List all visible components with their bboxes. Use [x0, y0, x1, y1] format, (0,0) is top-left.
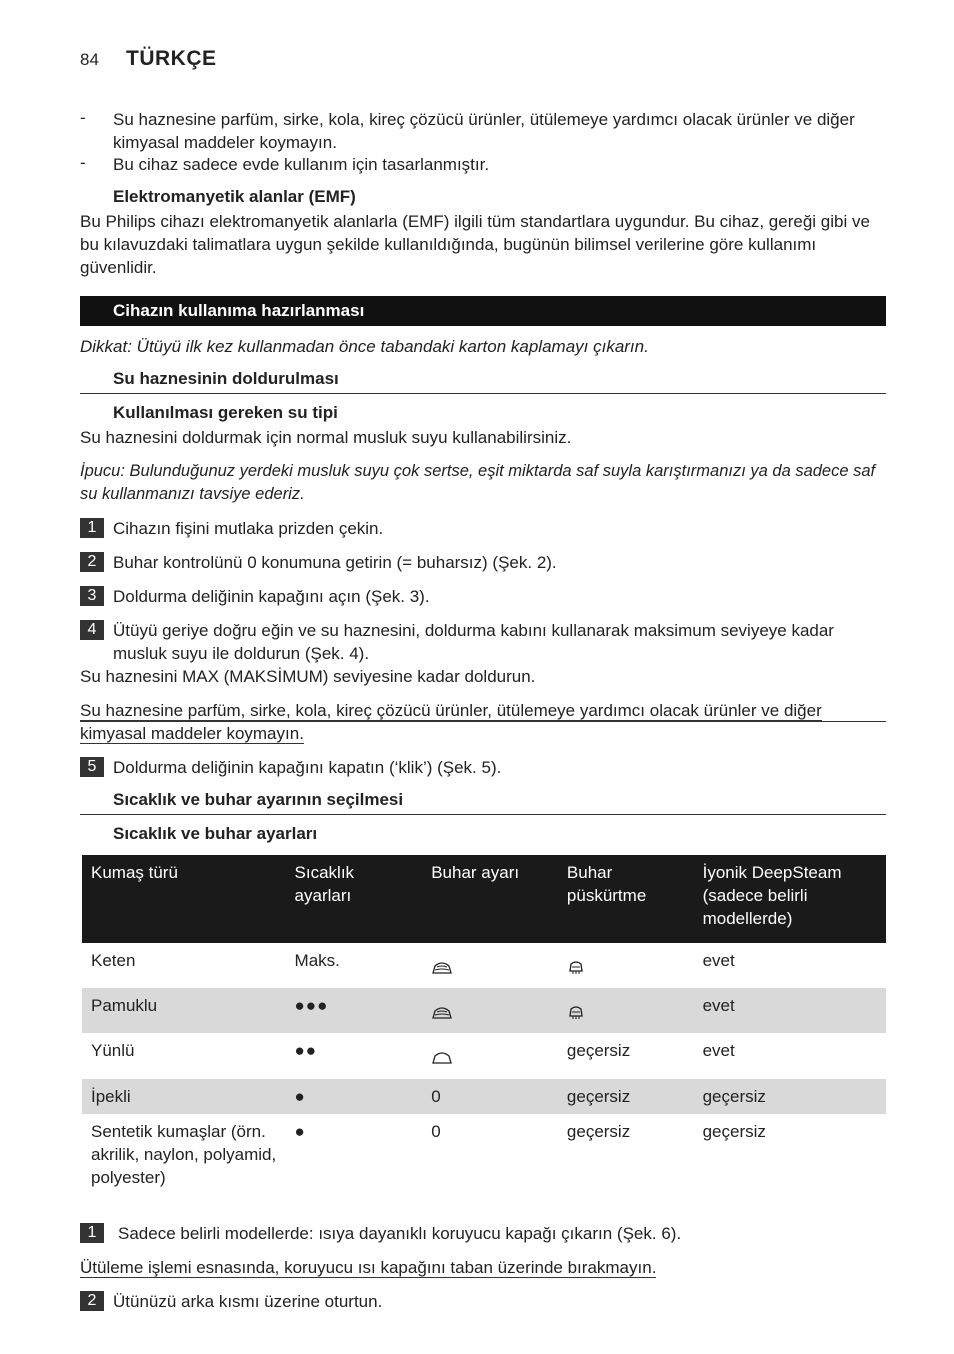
- shot-cell: [558, 988, 694, 1033]
- emf-text: Bu Philips cihazı elektromanyetik alanlarla (EMF) ilgili tüm standartlara uygundur. Bu cihaz, gereği gibi ve bu kılavuzdaki talimatlara uygun şekilde kullanıldığında, bugünün bilimsel verilerine göre kullanımı güvenlidir.: [80, 212, 870, 277]
- fabric-cell: Yünlü: [91, 1041, 135, 1060]
- step-number: 2: [80, 1291, 104, 1311]
- ionic-cell: geçersiz: [694, 1079, 886, 1114]
- settings-heading: Sıcaklık ve buhar ayarının seçilmesi: [113, 790, 404, 809]
- max-note: Su haznesini MAX (MAKSİMUM) seviyesine kadar doldurun.: [80, 667, 536, 686]
- water-type-heading: Kullanılması gereken su tipi: [113, 403, 338, 422]
- bullet-dash: -: [80, 108, 86, 127]
- step-number: 5: [80, 757, 104, 777]
- step-text: Cihazın fişini mutlaka prizden çekin.: [113, 519, 384, 538]
- bullet-text: Su haznesine parfüm, sirke, kola, kireç çözücü ürünler, ütülemeye yardımcı olacak ürünler ve diğer kimyasal maddeler koymayın.: [113, 110, 855, 152]
- table-header-row: [82, 855, 886, 943]
- steam-cell: 0: [422, 1079, 558, 1114]
- temp-cell: ●: [286, 1079, 423, 1114]
- ionic-cell: evet: [702, 1041, 735, 1060]
- fabric-cell: İpekli: [82, 1079, 286, 1114]
- temp-cell: ●●: [294, 1041, 318, 1060]
- temp-cell: Maks.: [294, 951, 340, 970]
- step-number: 2: [80, 552, 104, 572]
- column-header: İyonik DeepSteam (sadece belirli modellerde): [694, 855, 886, 943]
- warning-line: Ütüleme işlemi esnasında, koruyucu ısı kapağını taban üzerinde bırakmayın.: [80, 1258, 657, 1277]
- fabric-cell: Pamuklu: [82, 988, 286, 1033]
- fabric-cell: Sentetik kumaşlar (örn. akrilik, naylon, polyamid, polyester): [91, 1122, 277, 1187]
- steam-cell: 0: [431, 1122, 441, 1141]
- shot-cell: [558, 943, 694, 988]
- emf-heading: Elektromanyetik alanlar (EMF): [113, 187, 356, 206]
- table-row: [82, 943, 886, 988]
- steam-cell: [422, 1033, 558, 1079]
- warning-text: [80, 699, 822, 722]
- ionic-cell: evet: [702, 951, 735, 970]
- steam-cell: [422, 988, 558, 1033]
- step-text: Ütüyü geriye doğru eğin ve su haznesini, doldurma kabını kullanarak maksimum seviyeye kadar musluk suyu ile doldurun (Şek. 4).: [113, 621, 834, 663]
- step-text: Doldurma deliğinin kapağını açın (Şek. 3).: [113, 587, 430, 606]
- column-header: Kumaş türü: [82, 855, 286, 943]
- shot-cell: geçersiz: [558, 1079, 694, 1114]
- section-title: Cihazın kullanıma hazırlanması: [113, 301, 365, 320]
- step-number: 3: [80, 586, 104, 606]
- warning-line-2: kimyasal maddeler koymayın.: [80, 724, 304, 743]
- water-type-text: Su haznesini doldurmak için normal musluk suyu kullanabilirsiniz.: [80, 428, 572, 447]
- warning-line-1: Su haznesine parfüm, sirke, kola, kireç çözücü ürünler, ütülemeye yardımcı olacak ürünler ve diğer: [80, 701, 822, 720]
- temp-cell: ●●●: [286, 988, 423, 1033]
- steam-shot-icon: [567, 959, 585, 975]
- table-row: [82, 988, 886, 1033]
- table-heading: Sıcaklık ve buhar ayarları: [113, 824, 318, 843]
- language-heading: TÜRKÇE: [126, 47, 217, 70]
- page-number: 84: [80, 50, 99, 69]
- filling-heading: Su haznesinin doldurulması: [113, 369, 339, 388]
- caution-text: Dikkat: Ütüyü ilk kez kullanmadan önce tabandaki karton kaplamayı çıkarın.: [80, 337, 649, 356]
- settings-table: [82, 855, 886, 1195]
- step-number: 4: [80, 620, 104, 640]
- divider: [80, 814, 886, 815]
- shot-cell: geçersiz: [566, 1122, 631, 1141]
- ionic-cell: geçersiz: [702, 1122, 766, 1141]
- step-text: Doldurma deliğinin kapağını kapatın (‘klik’) (Şek. 5).: [113, 758, 502, 777]
- divider: [80, 393, 886, 394]
- tip-text: İpucu: Bulunduğunuz yerdeki musluk suyu çok sertse, eşit miktarda saf suyla karıştırmanızı ya da sadece saf su kullanmanızı tavsiye ederiz.: [80, 462, 876, 503]
- step-number: 1: [80, 518, 104, 538]
- table-row: [82, 1114, 886, 1195]
- shot-cell: geçersiz: [566, 1041, 631, 1060]
- temp-cell: ●: [294, 1122, 306, 1141]
- bullet-text: Bu cihaz sadece evde kullanım için tasarlanmıştır.: [113, 155, 490, 174]
- steam-min-icon: [431, 1049, 453, 1065]
- step-text: Ütünüzü arka kısmı üzerine oturtun.: [113, 1292, 383, 1311]
- steam-max-icon: [431, 959, 453, 975]
- table-row: [82, 1079, 886, 1114]
- steam-shot-icon: [567, 1004, 585, 1020]
- steam-cell: [422, 943, 558, 988]
- ionic-cell: evet: [694, 988, 886, 1033]
- step-number: 1: [80, 1223, 104, 1243]
- step-text: Sadece belirli modellerde: ısıya dayanıklı koruyucu kapağı çıkarın (Şek. 6).: [118, 1224, 682, 1243]
- warning-text-2: [80, 722, 304, 745]
- column-header: Buhar ayarı: [422, 855, 558, 943]
- fabric-cell: Keten: [91, 951, 136, 970]
- section-band: [80, 296, 886, 326]
- bullet-dash: -: [80, 153, 86, 172]
- table-row: [82, 1033, 886, 1079]
- steam-max-icon: [431, 1004, 453, 1020]
- warning-text: [80, 1256, 656, 1279]
- column-header: Sıcaklık ayarları: [286, 855, 423, 943]
- column-header: Buhar püskürtme: [558, 855, 694, 943]
- step-text: Buhar kontrolünü 0 konumuna getirin (= buharsız) (Şek. 2).: [113, 553, 557, 572]
